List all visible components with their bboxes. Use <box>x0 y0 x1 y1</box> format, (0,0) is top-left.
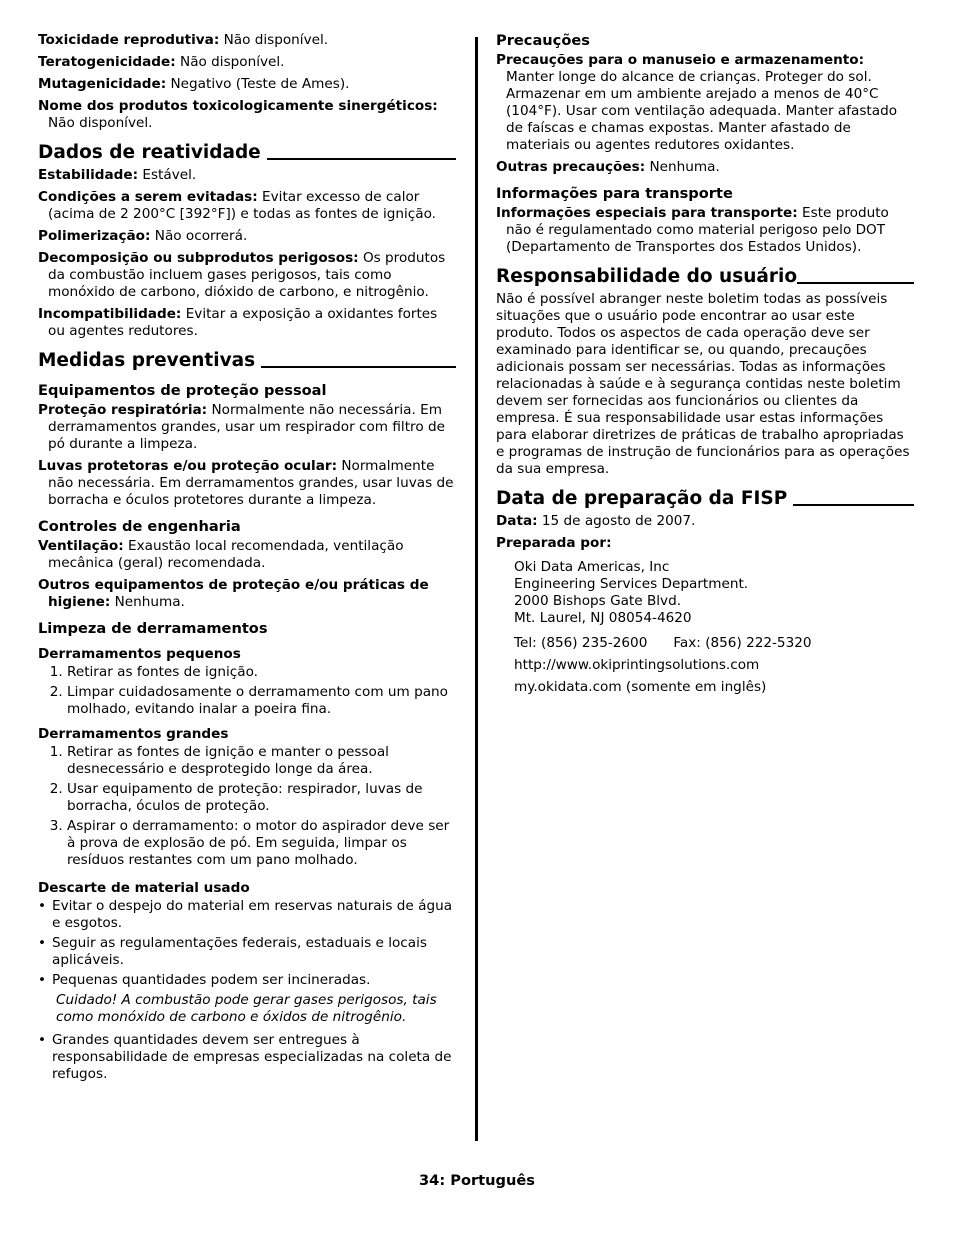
small-spills-heading: Derramamentos pequenos <box>38 646 241 662</box>
address-line: 2000 Bishops Gate Blvd. <box>514 593 682 609</box>
responsibility-text: Não é possível abranger neste boletim todas as possíveis situações que o usuário pode encontrar ao usar este produto. Todos os aspectos de cada operação deve ser examinado para identificar se, ou quando, precauções adicionais possam ser necessárias. Todas as informações relacionadas à saúde e à segurança contidas neste boletim devem ser fornecidas aos funcionários ou clientes da empresa. É sua responsabilidade usar estas informações para elaborar diretrizes de práticas de trabalho apropriadas e programas de instrução de funcionários para as operações da sua empresa. <box>496 291 910 477</box>
gloves-eye-protection: Luvas protetoras e/ou proteção ocular: Normalmente não necessária. Em derramamentos grandes, usar luvas de borracha e óculos protetores durante a limpeza. <box>38 458 454 508</box>
phone-fax <box>496 635 914 652</box>
conditions-to-avoid: Condições a serem evitadas: Evitar excesso de calor (acima de 2 200°C [392°F]) e todas as fontes de ignição. <box>38 189 436 222</box>
bullet: • <box>38 935 47 951</box>
preventive-heading: Medidas preventivas <box>38 349 456 373</box>
website-link[interactable]: http://www.okiprintingsolutions.com <box>514 657 760 673</box>
small-spills-list <box>38 664 456 718</box>
ppe-heading: Equipamentos de proteção pessoal <box>38 382 327 399</box>
list-item: 1. Retirar as fontes de ignição. <box>67 664 456 681</box>
disposal-list-2 <box>38 1032 456 1083</box>
bullet: • <box>38 1032 47 1048</box>
list-item: • Grandes quantidades devem ser entregues à responsabilidade de empresas especializadas na coleta de refugos. <box>38 1032 452 1082</box>
handling-label: Precauções para o manuseio e armazenamento: <box>496 52 865 68</box>
other-precautions: Outras precauções: Nenhuma. <box>496 159 720 175</box>
polymerization: Polimerização: Não ocorrerá. <box>38 228 248 244</box>
large-spills-list <box>38 744 456 869</box>
column-divider <box>475 37 478 1141</box>
respiratory-protection: Proteção respiratória: Normalmente não necessária. Em derramamentos grandes, usar um respirador com filtro de pó durante a limpeza. <box>38 402 445 452</box>
right-column <box>496 32 914 701</box>
caution-note: Cuidado! A combustão pode gerar gases perigosos, tais como monóxido de carbono e óxidos de nitrogênio. <box>56 992 437 1025</box>
mutagenicity: Mutagenicidade: Negativo (Teste de Ames). <box>38 76 350 92</box>
page-footer: 34: Português <box>419 1172 535 1189</box>
list-item: 2. Usar equipamento de proteção: respirador, luvas de borracha, óculos de proteção. <box>67 781 456 815</box>
telephone: Tel: (856) 235-2600 <box>514 635 648 651</box>
synergistic-products: Nome dos produtos toxicologicamente sinergéticos: Não disponível. <box>38 98 438 131</box>
stability: Estabilidade: Estável. <box>38 167 197 183</box>
precautions-heading: Precauções <box>496 32 590 49</box>
list-item: • Pequenas quantidades podem ser incineradas. <box>38 972 371 988</box>
disposal-list <box>38 898 456 989</box>
transport-info: Informações especiais para transporte: Este produto não é regulamentado como material perigoso pelo DOT (Departamento de Transportes dos Estados Unidos). <box>496 205 889 255</box>
incompatibility: Incompatibilidade: Evitar a exposição a oxidantes fortes ou agentes redutores. <box>38 306 438 339</box>
address-line: Oki Data Americas, Inc <box>514 559 670 575</box>
ventilation: Ventilação: Exaustão local recomendada, ventilação mecânica (geral) recomendada. <box>38 538 404 571</box>
list-item: 1. Retirar as fontes de ignição e manter o pessoal desnecessário e desprotegido longe da área. <box>67 744 456 778</box>
fax: Fax: (856) 222-5320 <box>673 635 812 651</box>
prepared-by-label: Preparada por: <box>496 535 612 551</box>
hygiene-practices: Outros equipamentos de proteção e/ou práticas de higiene: Nenhuma. <box>38 577 429 610</box>
handling-text: Manter longe do alcance de crianças. Proteger do sol. Armazenar em um ambiente arejado a menos de 40°C (104°F). Usar com ventilação adequada. Manter afastado de faíscas e chamas expostas. Manter afastado de materiais ou agentes redutores oxidantes. <box>506 69 898 153</box>
list-item: • Seguir as regulamentações federais, estaduais e locais aplicáveis. <box>38 935 427 968</box>
large-spills-heading: Derramamentos grandes <box>38 726 229 742</box>
okidata-link[interactable]: my.okidata.com (somente em inglês) <box>514 679 767 695</box>
address-line: Engineering Services Department. <box>514 576 749 592</box>
list-item: 3. Aspirar o derramamento: o motor do aspirador deve ser à prova de explosão de pó. Em seguida, limpar os resíduos restantes com um pano molhado. <box>67 818 456 869</box>
bullet: • <box>38 898 47 914</box>
reactivity-heading: Dados de reatividade <box>38 141 456 165</box>
teratogenicity: Teratogenicidade: Não disponível. <box>38 54 285 70</box>
bullet: • <box>38 972 47 988</box>
left-column <box>38 32 456 1086</box>
list-item: 2. Limpar cuidadosamente o derramamento com um pano molhado, evitando inalar a poeira fina. <box>67 684 456 718</box>
list-item: • Evitar o despejo do material em reservas naturais de água e esgotos. <box>38 898 453 931</box>
address-line: Mt. Laurel, NJ 08054-4620 <box>514 610 692 626</box>
company-address <box>496 559 914 627</box>
disposal-heading: Descarte de material usado <box>38 880 250 896</box>
preparation-date: Data: 15 de agosto de 2007. <box>496 513 696 529</box>
spill-heading: Limpeza de derramamentos <box>38 620 268 637</box>
decomposition: Decomposição ou subprodutos perigosos: Os produtos da combustão incluem gases perigosos, tais como monóxido de carbono, dióxido de carbono, e nitrogênio. <box>38 250 446 300</box>
toxicity-reproductive: Toxicidade reprodutiva: Não disponível. <box>38 32 329 48</box>
responsibility-heading: Responsabilidade do usuário <box>496 265 914 289</box>
transport-heading: Informações para transporte <box>496 185 733 202</box>
preparation-heading: Data de preparação da FISP <box>496 487 914 511</box>
engineering-heading: Controles de engenharia <box>38 518 241 535</box>
